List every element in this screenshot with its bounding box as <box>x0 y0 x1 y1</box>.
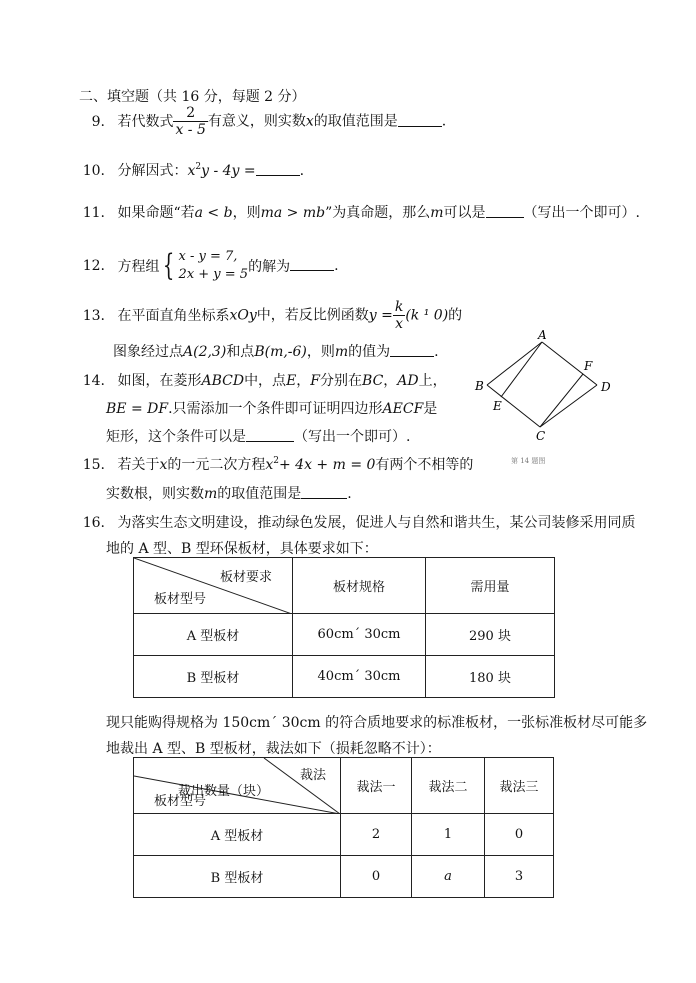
question-13-line2 <box>113 341 439 361</box>
question-16-mid2: 地裁出 A 型、B 型板材，裁法如下（损耗忽略不计）： <box>106 741 441 757</box>
question-15 <box>79 454 473 474</box>
question-text: .只需添加一个条件即可证明四边形 <box>168 401 383 417</box>
question-text: 分解因式： <box>117 163 188 179</box>
math-expression: BE = DF <box>106 401 169 417</box>
question-text: 的取值范围是 <box>313 113 398 130</box>
exponent: 2 <box>195 162 202 172</box>
row-header: A 型板材 <box>134 814 341 856</box>
math-expression: y = <box>368 307 393 324</box>
question-text: 的取值范围是 <box>217 486 302 502</box>
diag-label-bottom: 板材型号 <box>154 592 207 607</box>
question-9 <box>79 105 446 138</box>
question-text: . <box>299 163 305 179</box>
variable: BC <box>362 373 384 389</box>
row-header: B 型板材 <box>134 856 341 898</box>
variable: m <box>204 486 218 502</box>
question-11 <box>79 202 640 222</box>
equation-system <box>179 248 249 284</box>
question-text: 的值为 <box>348 344 391 360</box>
variable: m <box>334 344 349 360</box>
answer-blank[interactable] <box>246 429 294 442</box>
math-expression: ma > mb <box>260 205 326 221</box>
math-expression: x <box>187 163 196 179</box>
question-14-line2 <box>106 398 437 418</box>
label-d: D <box>601 380 611 394</box>
question-16-line2: 地的 A 型、B 型环保板材，具体要求如下： <box>106 541 378 557</box>
label-f: F <box>584 359 593 373</box>
variable: F <box>310 373 321 389</box>
question-text: 方程组 <box>117 259 160 275</box>
question-text: . <box>334 258 339 274</box>
math-expression: xOy <box>229 307 257 324</box>
table-cell: a <box>412 856 485 898</box>
answer-blank[interactable] <box>301 486 347 499</box>
equation: 2x + y = 5 <box>178 267 249 282</box>
question-14 <box>79 370 447 390</box>
question-number: 13. <box>82 307 105 324</box>
question-text: 有两个不相等的 <box>375 457 474 473</box>
math-expression: AECF <box>382 401 424 417</box>
question-text: 是 <box>423 401 438 417</box>
spec-table <box>133 557 555 698</box>
question-number: 16. <box>82 515 105 531</box>
diagonal-header <box>134 558 293 614</box>
math-expression: x <box>265 457 274 473</box>
answer-blank[interactable] <box>398 114 442 127</box>
equation: x - y = 7, <box>178 249 238 264</box>
cutting-table <box>133 757 554 898</box>
fraction: $\frac{k}{x}$ <box>394 299 404 332</box>
question-text: 和点 <box>226 344 255 360</box>
question-number: 11. <box>82 205 105 221</box>
diag-label-top: 裁法 <box>299 768 326 783</box>
question-16 <box>79 512 635 532</box>
question-text: 中，若反比例函数 <box>256 307 369 324</box>
question-15-line2 <box>106 483 352 503</box>
question-text: 上， <box>418 373 447 389</box>
question-text: 矩形，这个条件可以是 <box>106 429 246 445</box>
answer-blank[interactable] <box>486 205 524 218</box>
question-text: 的 <box>448 307 463 324</box>
table-row <box>134 856 554 898</box>
section-title: 二、填空题（共 16 分，每题 2 分） <box>79 89 306 105</box>
question-text: . <box>347 486 352 502</box>
math-expression: a < b <box>194 205 233 221</box>
question-number: 15. <box>82 457 105 473</box>
question-text: 中，点 <box>244 373 287 389</box>
question-number: 9. <box>91 113 105 130</box>
table-cell: 60cm´ 30cm <box>293 614 426 656</box>
column-header: 裁法一 <box>341 758 412 814</box>
table-cell: 0 <box>341 856 412 898</box>
question-text: 分别在 <box>320 373 363 389</box>
diag-label-top: 板材要求 <box>219 570 272 585</box>
table-row <box>134 614 555 656</box>
table-cell: 3 <box>485 856 554 898</box>
answer-blank[interactable] <box>390 344 434 357</box>
variable: E <box>286 373 297 389</box>
column-header: 裁法二 <box>412 758 485 814</box>
math-expression: y - 4y = <box>201 163 256 179</box>
math-expression: B(m,-6) <box>254 344 307 360</box>
question-10 <box>79 160 304 180</box>
question-text: . <box>434 344 439 360</box>
question-text: ， <box>383 373 398 389</box>
label-c: C <box>536 429 546 443</box>
question-text: 有意义，则实数 <box>207 113 306 130</box>
math-expression: ABCD <box>201 373 245 389</box>
table-row <box>134 656 555 698</box>
question-number: 12. <box>82 258 105 274</box>
row-header: B 型板材 <box>134 656 293 698</box>
question-number: 14. <box>82 373 105 389</box>
question-12 <box>79 248 339 284</box>
question-13 <box>79 299 462 332</box>
figure-caption: 第 14 题图 <box>511 457 546 465</box>
column-header: 板材规格 <box>293 558 426 614</box>
question-text: （写出一个即可）. <box>294 429 411 445</box>
question-text: 图象经过点 <box>113 344 183 360</box>
question-text: 如图，在菱形 <box>117 373 202 389</box>
math-expression: (k ¹ 0) <box>405 307 449 324</box>
row-header: A 型板材 <box>134 614 293 656</box>
brace-icon: { <box>163 248 175 283</box>
rhombus-figure <box>465 325 625 470</box>
answer-blank[interactable] <box>256 163 300 176</box>
question-text: 的一元二次方程 <box>167 457 266 473</box>
answer-blank[interactable] <box>290 258 334 271</box>
table-row <box>134 814 554 856</box>
question-text: （写出一个即可）. <box>523 205 640 221</box>
math-expression: + 4x + m = 0 <box>279 457 376 473</box>
question-text: ”为真命题，那么 <box>325 205 431 221</box>
diag-label-bottom: 板材型号 <box>154 794 207 809</box>
table-cell: 0 <box>485 814 554 856</box>
question-text: ，则 <box>232 205 261 221</box>
diag-label-middle: 裁出数量（块） <box>178 784 270 799</box>
label-e: E <box>493 399 502 413</box>
question-text: 在平面直角坐标系 <box>117 307 230 324</box>
column-header: 裁法三 <box>485 758 554 814</box>
table-cell: 180 块 <box>426 656 555 698</box>
variable: m <box>430 205 444 221</box>
question-14-line3 <box>106 426 410 446</box>
label-a: A <box>538 328 547 342</box>
question-text: 如果命题“若 <box>117 205 195 221</box>
question-text: 可以是 <box>443 205 486 221</box>
question-16-mid1: 现只能购得规格为 150cm´ 30cm 的符合质地要求的标准板材，一张标准板材尽可能多 <box>106 715 648 731</box>
question-text: 若关于 <box>117 457 160 473</box>
diagonal-header <box>134 758 341 814</box>
table-cell: 290 块 <box>426 614 555 656</box>
variable: x <box>305 113 314 130</box>
table-cell: 2 <box>341 814 412 856</box>
variable: AD <box>397 373 419 389</box>
question-number: 10. <box>82 163 105 179</box>
fraction: $\frac{2}{x - 5}$ <box>175 105 206 138</box>
table-cell: 40cm´ 30cm <box>293 656 426 698</box>
question-text: 实数根，则实数 <box>106 486 204 502</box>
label-b: B <box>475 379 484 393</box>
question-text: ，则 <box>306 344 335 360</box>
column-header: 需用量 <box>426 558 555 614</box>
question-text: 为落实生态文明建设，推动绿色发展，促进人与自然和谐共生，某公司装修采用同质 <box>117 515 636 531</box>
question-text: 若代数式 <box>117 113 174 130</box>
question-text: 的解为 <box>248 259 291 275</box>
exponent: 2 <box>273 456 279 466</box>
variable: x <box>159 457 168 473</box>
math-expression: A(2,3) <box>183 344 227 360</box>
table-cell: 1 <box>412 814 485 856</box>
question-text: . <box>441 113 447 130</box>
question-text: ， <box>296 373 311 389</box>
